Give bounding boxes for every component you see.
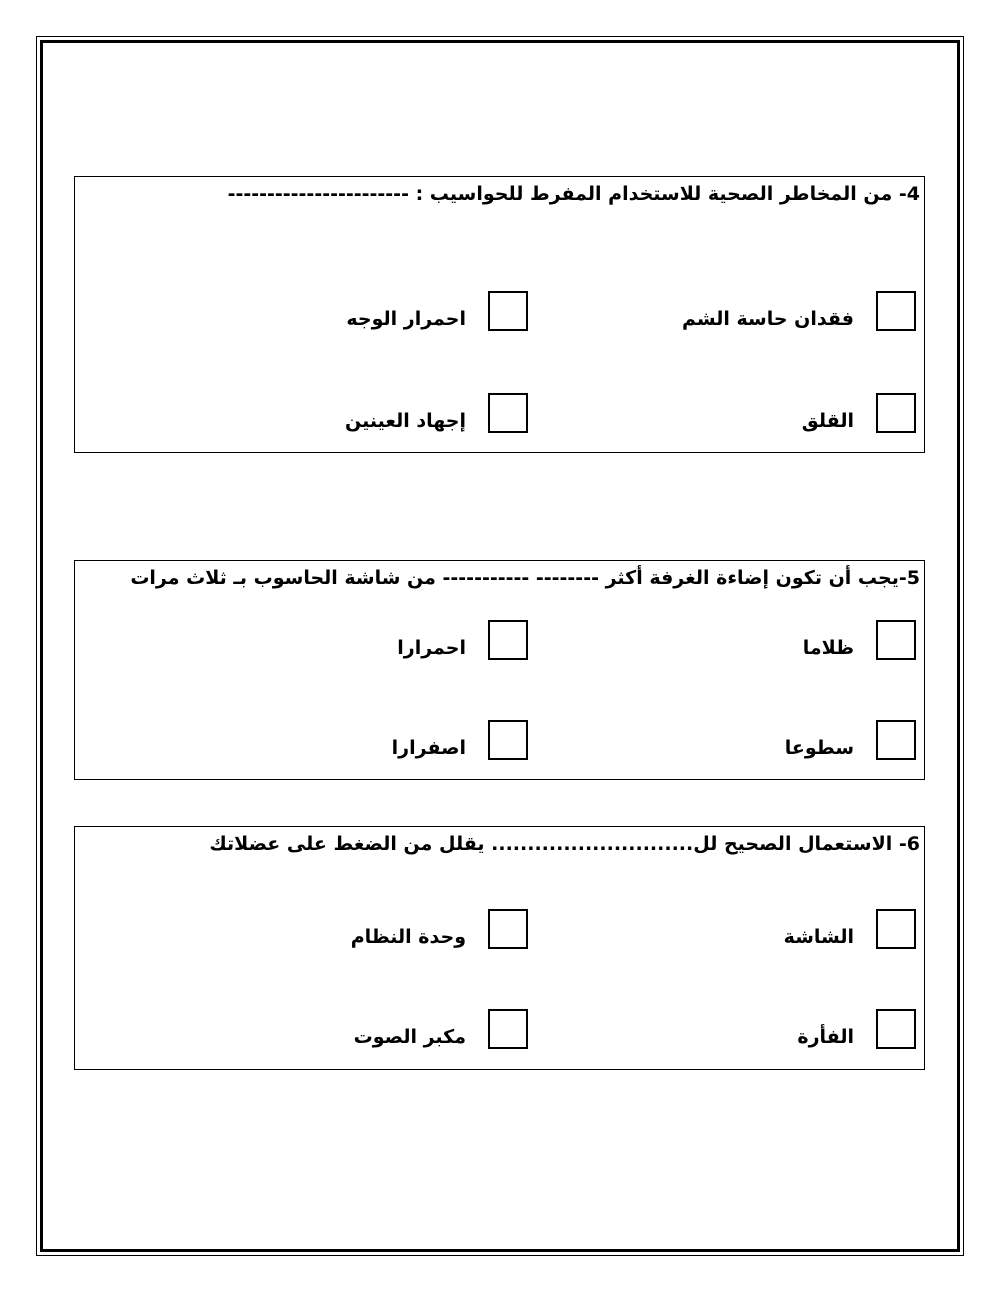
option-q6-1[interactable] [784, 908, 916, 950]
option-label: فقدان حاسة الشم [682, 308, 854, 330]
option-label: اصفرارا [391, 737, 466, 759]
checkbox[interactable] [488, 720, 528, 760]
option-q4-4[interactable] [345, 392, 528, 434]
option-q4-3[interactable] [802, 392, 916, 434]
option-q5-2[interactable] [397, 619, 528, 661]
checkbox[interactable] [876, 720, 916, 760]
checkbox[interactable] [488, 909, 528, 949]
checkbox[interactable] [876, 291, 916, 331]
option-label: مكبر الصوت [353, 1026, 466, 1048]
option-label: الفأرة [797, 1026, 854, 1048]
question-5-text: 5-يجب أن تكون إضاءة الغرفة أكثر -------- ----------- من شاشة الحاسوب بـ ثلاث مرات [130, 567, 920, 589]
checkbox[interactable] [488, 620, 528, 660]
question-5-box [74, 560, 925, 780]
checkbox[interactable] [488, 1009, 528, 1049]
option-q5-1[interactable] [803, 619, 916, 661]
option-label: وحدة النظام [350, 926, 466, 948]
option-label: القلق [801, 410, 854, 432]
option-q5-4[interactable] [392, 719, 528, 761]
option-q6-3[interactable] [797, 1008, 916, 1050]
option-label: الشاشة [783, 926, 854, 948]
checkbox[interactable] [488, 291, 528, 331]
checkbox[interactable] [876, 1009, 916, 1049]
option-q5-3[interactable] [785, 719, 916, 761]
option-label: احمرار الوجه [346, 308, 466, 330]
question-4-text: 4- من المخاطر الصحية للاستخدام المفرط للحواسيب : ----------------------- [227, 183, 920, 205]
option-label: احمرارا [397, 637, 466, 659]
option-label: إجهاد العينين [345, 410, 466, 432]
option-q4-1[interactable] [682, 290, 916, 332]
checkbox[interactable] [876, 909, 916, 949]
checkbox[interactable] [488, 393, 528, 433]
question-6-box [74, 826, 925, 1070]
question-4-box [74, 176, 925, 453]
option-q6-2[interactable] [351, 908, 528, 950]
option-q4-2[interactable] [346, 290, 528, 332]
option-q6-4[interactable] [354, 1008, 528, 1050]
question-6-text: 6- الاستعمال الصحيح لل............................ يقلل من الضغط على عضلاتك [209, 833, 920, 855]
option-label: سطوعا [784, 737, 854, 759]
checkbox[interactable] [876, 620, 916, 660]
option-label: ظلاما [802, 637, 854, 659]
checkbox[interactable] [876, 393, 916, 433]
